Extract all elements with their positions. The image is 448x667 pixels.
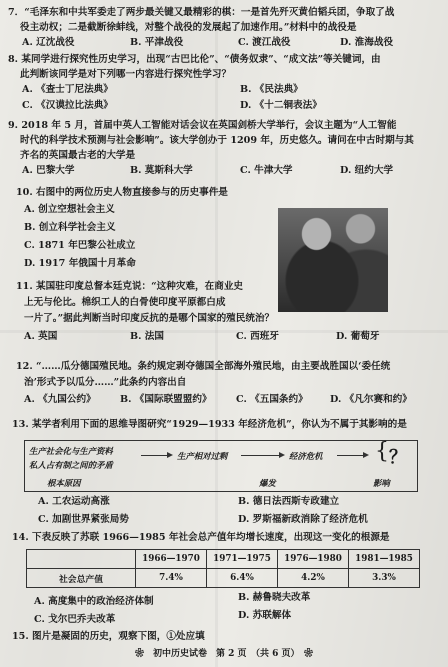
q9-line1: 9. 2018 年 5 月，首届中英人工智能对话会议在英国剑桥大学举行，会议主题为“人工智能 [8,120,397,131]
table-row [27,569,420,588]
q8-option-b: B. 《民法典》 [240,84,303,95]
q10-line1: 10. 右图中的两位历史人物直接参与的历史事件是 [16,187,228,198]
q11-option-a: A. 英国 [24,331,58,342]
q13-line1: 13. 某学者利用下面的思维导图研究“1929—1933 年经济危机”，你认为不属于其影响的是 [12,419,407,430]
q10-option-a: A. 创立空想社会主义 [24,204,115,215]
table-header-row [27,550,420,569]
q9-option-d: D. 纽约大学 [340,165,394,176]
diagram-cause-bottom: 私人占有制之间的矛盾 [29,460,113,470]
q8-line1: 8. 某同学进行探究性历史学习，出现“古巴比伦”、“债务奴隶”、“成文法”等关键词，由 [8,54,381,65]
q7-option-a: A. 辽沈战役 [22,37,75,48]
q7-option-b: B. 平津战役 [130,37,184,48]
q7-option-c: C. 渡江战役 [238,37,291,48]
q8-option-a: A. 《查士丁尼法典》 [22,84,113,95]
q12-line2: 治’形式予以瓜分……”此条约内容出自 [24,377,187,388]
q15-line1: 15. 图片是凝固的历史，观察下图，①处应填 [12,631,205,642]
q12-option-d: D. 《凡尔赛和约》 [330,394,412,405]
page-footer: ❀ 初中历史试卷 第 2 页 （共 6 页） ❀ [134,649,314,659]
diagram-economic-crisis: 经济危机 [289,451,323,461]
q13-option-d: D. 罗斯福新政消除了经济危机 [238,514,368,525]
q7-option-d: D. 淮海战役 [340,37,394,48]
diagram-question-mark: ？ [389,447,407,468]
q11-option-c: C. 西班牙 [236,331,279,342]
q11-line2: 上无与伦比。棉织工人的白骨使印度平原都白成 [24,297,226,308]
q7-line2: 役主动权；二是截断徐蚌线，对整个战役的发展起了加速作用。”材料中的战役是 [20,22,357,33]
table-cell: 7.4% [136,569,207,588]
table-cell: 4.2% [278,569,349,588]
q9-option-c: C. 牛津大学 [240,165,293,176]
q10-option-b: B. 创立科学社会主义 [24,222,116,233]
q11-line3: 一片了。”据此判断当时印度反抗的是哪个国家的殖民统治？ [24,313,275,324]
diagram-overproduction: 生产相对过剩 [177,451,228,461]
diagram-arrowhead-1 [167,452,173,458]
table-row-label: 社会总产值 [27,569,136,588]
q12-option-c: C. 《五国条约》 [236,394,308,405]
q9-line2: 时代的科学技术预测与社会影响”。该大学创办于 1209 年，历史悠久。请问在中古时期与其 [20,135,414,146]
table-header-empty [27,550,136,569]
q7-line1: 7．“毛泽东和中共军委走了两步最关键又最精彩的棋：一是首先歼灭黄伯韬兵团，争取了战 [8,7,395,18]
q9-line3: 齐名的英国最古老的大学是 [20,150,136,161]
q12-line1: 12. “……瓜分德国殖民地。条约规定剥夺德国全部海外殖民地，由主要战胜国以‘委任统 [16,361,391,372]
q13-option-b: B. 德日法西斯专政建立 [238,496,340,507]
table-header-cell: 1981—1985 [349,550,420,569]
q14-option-d: D. 苏联解体 [238,610,292,621]
growth-table [26,549,420,588]
q14-option-b: B. 赫鲁晓夫改革 [238,592,311,603]
q8-option-c: C. 《汉谟拉比法典》 [22,100,113,111]
diagram-arrow-1 [141,455,167,456]
table-header-cell: 1976—1980 [278,550,349,569]
q11-line1: 11. 某国驻印度总督本廷克说：“这种灾难，在商业史 [16,281,244,292]
q8-line2: 此判断该同学是对下列哪一内容进行探究性学习？ [20,69,232,80]
q12-option-b: B. 《国际联盟盟约》 [120,394,212,405]
diagram-label-impact: 影响 [373,478,390,488]
diagram-arrow-2 [241,455,279,456]
q9-option-a: A. 巴黎大学 [22,165,75,176]
q14-line1: 14. 下表反映了苏联 1966—1985 年社会总产值年均增长速度，出现这一变化的根源是 [12,532,390,543]
q13-option-a: A. 工农运动高涨 [38,496,110,507]
q10-option-d: D. 1917 年俄国十月革命 [24,258,136,269]
diagram-label-root-cause: 根本原因 [47,478,81,488]
table-header-cell: 1966—1970 [136,550,207,569]
q14-option-c: C. 戈尔巴乔夫改革 [34,614,116,625]
diagram-arrowhead-3 [363,452,369,458]
q8-option-d: D. 《十二铜表法》 [240,100,322,111]
diagram-label-outbreak: 爆发 [259,478,276,488]
diagram-brace: { [375,439,389,464]
mind-map-diagram [24,440,418,492]
table-cell: 3.3% [349,569,420,588]
table-cell: 6.4% [207,569,278,588]
q12-option-a: A. 《九国公约》 [24,394,96,405]
table-header-cell: 1971—1975 [207,550,278,569]
diagram-arrow-3 [337,455,363,456]
diagram-cause-top: 生产社会化与生产资料 [29,446,113,456]
q10-option-c: C. 1871 年巴黎公社成立 [24,240,136,251]
q14-option-a: A. 高度集中的政治经济体制 [34,596,154,607]
q11-option-b: B. 法国 [130,331,164,342]
paper-fold [0,330,448,333]
q11-option-d: D. 葡萄牙 [336,331,380,342]
q13-option-c: C. 加剧世界紧张局势 [38,514,129,525]
q9-option-b: B. 莫斯科大学 [130,165,193,176]
diagram-arrowhead-2 [279,452,285,458]
